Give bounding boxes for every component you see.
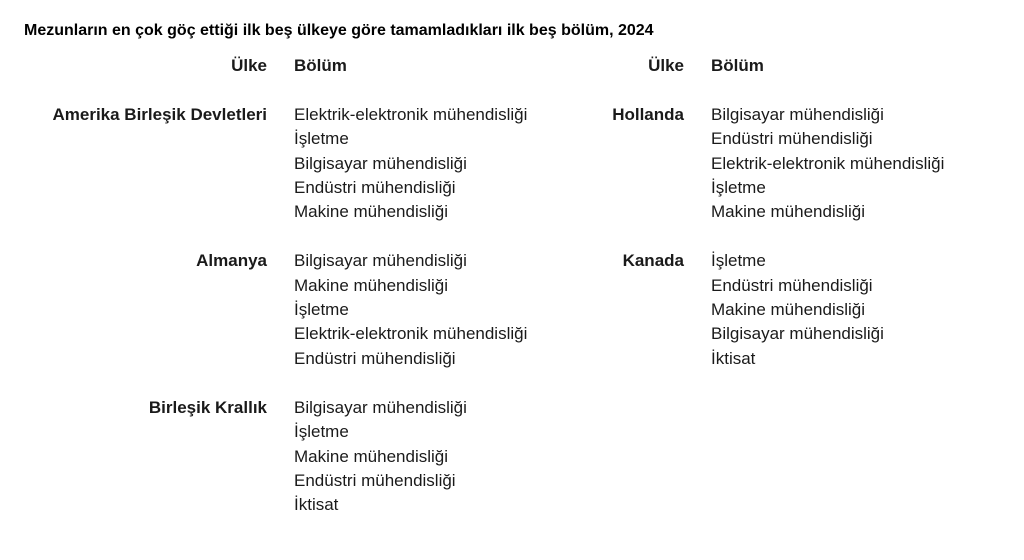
country-group (0, 396, 580, 517)
country-name: Amerika Birleşik Devletleri (52, 105, 267, 124)
department-item: Elektrik-elektronik mühendisliği (294, 105, 528, 124)
department-item: İktisat (294, 495, 339, 515)
department-list (294, 249, 527, 370)
department-header: Bölüm (711, 56, 764, 75)
department-item: İşletme (711, 251, 766, 271)
department-item: Endüstri mühendisliği (294, 470, 456, 490)
department-list (294, 396, 467, 517)
department-item: Elektrik-elektronik mühendisliği (294, 324, 528, 344)
department-item: Bilgisayar mühendisliği (711, 105, 884, 124)
country-name: Almanya (196, 251, 267, 271)
country-header: Ülke (648, 56, 684, 75)
department-item: Makine mühendisliği (294, 446, 449, 466)
department-item: Elektrik-elektronik mühendisliği (711, 153, 945, 173)
header-row (0, 54, 580, 78)
right-table (560, 54, 1024, 396)
department-item: İktisat (711, 348, 756, 368)
country-name: Kanada (622, 251, 684, 271)
department-item: İşletme (294, 129, 349, 149)
department-header: Bölüm (294, 56, 347, 75)
department-item: Endüstri mühendisliği (711, 129, 873, 149)
country-name: Birleşik Krallık (148, 397, 267, 417)
department-item: Makine mühendisliği (711, 300, 866, 320)
department-item: Makine mühendisliği (294, 275, 449, 295)
department-item: İşletme (294, 300, 349, 320)
page-title: Mezunların en çok göç ettiği ilk beş ülkeye göre tamamladıkları ilk beş bölüm, 2024 (24, 22, 654, 39)
department-item: İşletme (294, 422, 349, 442)
department-item: Bilgisayar mühendisliği (711, 324, 884, 344)
country-group (560, 103, 1024, 224)
department-item: Bilgisayar mühendisliği (294, 251, 467, 271)
department-item: Endüstri mühendisliği (294, 177, 456, 197)
department-item: Makine mühendisliği (294, 202, 449, 222)
country-group (0, 103, 580, 224)
country-group (560, 249, 1024, 370)
country-group (0, 249, 580, 370)
department-item: Bilgisayar mühendisliği (294, 397, 467, 417)
department-item: Bilgisayar mühendisliği (294, 153, 467, 173)
header-row (560, 54, 1024, 78)
left-table (0, 54, 580, 542)
department-item: Endüstri mühendisliği (711, 275, 873, 295)
department-list (711, 249, 884, 370)
department-list (294, 103, 527, 224)
department-item: İşletme (711, 177, 766, 197)
department-item: Endüstri mühendisliği (294, 348, 456, 368)
country-name: Hollanda (612, 105, 684, 124)
department-item: Makine mühendisliği (711, 202, 866, 222)
department-list (711, 103, 944, 224)
country-header: Ülke (231, 56, 267, 75)
